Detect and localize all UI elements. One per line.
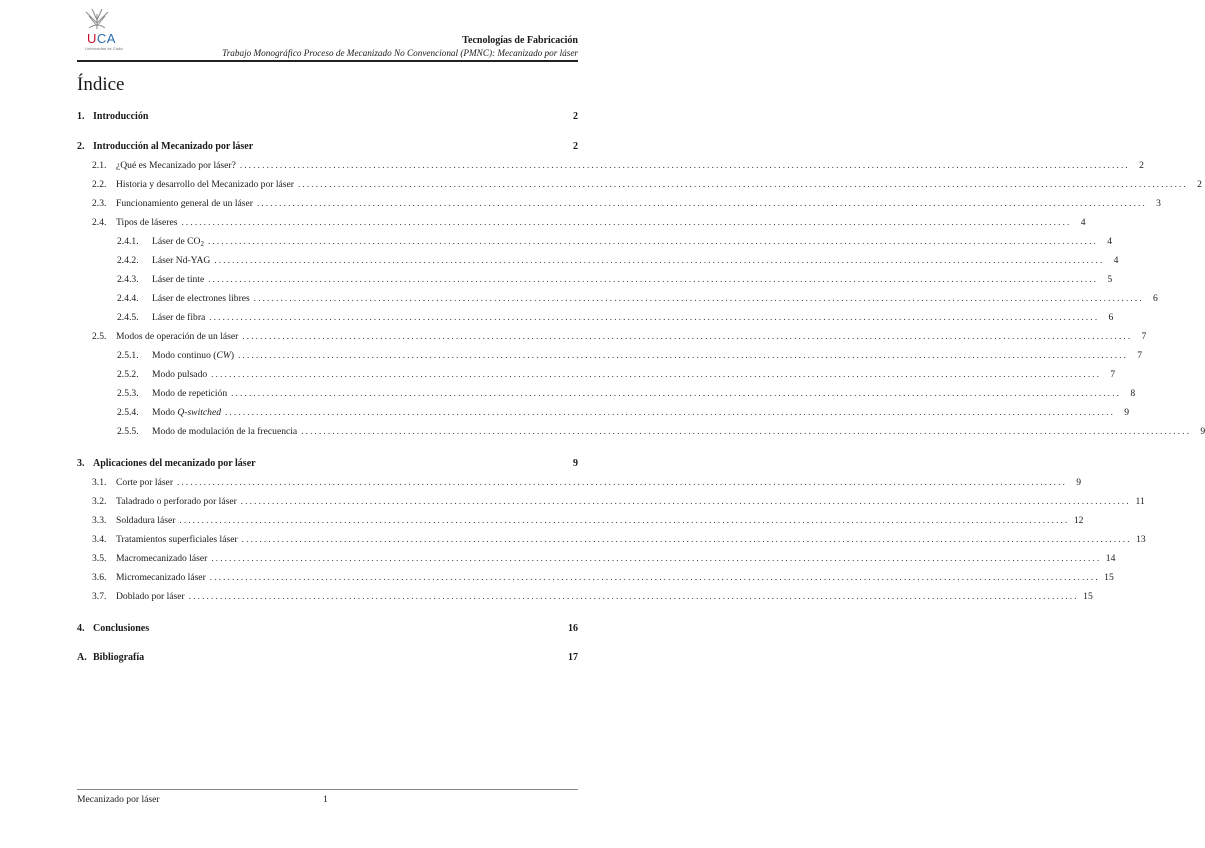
- toc-entry-page: 15: [1104, 572, 1114, 583]
- toc-entry-page: 9: [1124, 407, 1130, 418]
- toc-entry-page: 9: [573, 458, 578, 469]
- toc-entry-page: 14: [1105, 553, 1116, 564]
- toc-entry-number: 2.4.2.: [117, 255, 139, 266]
- toc-entry-number: 2.5.3.: [117, 388, 139, 399]
- footer-page-number: 1: [323, 794, 328, 805]
- toc-entry-2[interactable]: [77, 141, 578, 155]
- toc-entry-title: Soldadura láser: [116, 515, 176, 526]
- dot-leader: ........................................................................................................................................................................................................: [211, 553, 1102, 563]
- toc-entry-title: Macromecanizado láser: [116, 553, 208, 564]
- toc-entry-page: 4: [1113, 255, 1119, 266]
- toc-entry-page: 11: [1135, 496, 1145, 507]
- toc-entry-page: 7: [1110, 369, 1116, 380]
- toc-entry-number: 3.4.: [92, 534, 107, 545]
- toc-entry-number: 2.5.: [92, 331, 107, 342]
- toc-entry-page: 3: [1156, 198, 1161, 209]
- toc-entry-page: 2: [573, 111, 578, 122]
- dot-leader: ........................................................................................................................................................................................................: [256, 198, 1147, 208]
- toc-entry-number: 2.4.4.: [117, 293, 139, 304]
- toc-entry-2-5-3[interactable]: [117, 388, 1136, 402]
- toc-entry-page: 9: [1076, 477, 1082, 488]
- toc-entry-number: 3.6.: [92, 572, 107, 583]
- toc-entry-number: 2.5.1.: [117, 350, 139, 361]
- toc-entry-2-4-3[interactable]: [117, 274, 1113, 288]
- footer-divider: [77, 789, 578, 790]
- toc-entry-2-5[interactable]: [92, 331, 1147, 345]
- toc-entry-number: A.: [77, 652, 87, 663]
- toc-entry-title: Modo pulsado: [152, 369, 208, 380]
- toc-entry-title: Introducción al Mecanizado por láser: [93, 141, 254, 152]
- toc-entry-3-7[interactable]: [92, 591, 1093, 605]
- toc-entry-title: Aplicaciones del mecanizado por láser: [93, 458, 256, 469]
- toc-entry-title: Modo continuo (CW): [152, 350, 235, 361]
- toc-entry-title: Modo Q-switched: [152, 407, 222, 418]
- toc-entry-number: 2.3.: [92, 198, 107, 209]
- toc-entry-page: 17: [568, 652, 578, 663]
- toc-entry-page: 2: [1139, 160, 1144, 171]
- toc-entry-title: Conclusiones: [93, 623, 150, 634]
- toc-entry-number: 3.5.: [92, 553, 107, 564]
- toc-entry-page: 7: [1141, 331, 1147, 342]
- page-title: Índice: [77, 74, 125, 95]
- dot-leader: ........................................................................................................................................................................................................: [209, 572, 1100, 582]
- toc-entry-title: Láser de $CO_2$: [152, 236, 204, 248]
- toc-entry-number: 3.2.: [92, 496, 107, 507]
- page-header: [77, 8, 578, 60]
- toc-entry-number: 3.7.: [92, 591, 107, 602]
- toc-entry-number: 2.4.3.: [117, 274, 139, 285]
- toc-entry-number: 2.4.5.: [117, 312, 139, 323]
- toc-entry-number: 4.: [77, 623, 85, 634]
- document-subtitle: Trabajo Monográfico Proceso de Mecanizado No Convencional (PMNC): Mecanizado por láser: [222, 48, 578, 58]
- dot-leader: ........................................................................................................................................................................................................: [177, 477, 1068, 487]
- toc-entry-page: 16: [568, 623, 578, 634]
- toc-entry-2-5-4[interactable]: [117, 407, 1130, 421]
- dot-leader: ........................................................................................................................................................................................................: [211, 369, 1102, 379]
- dot-leader: ........................................................................................................................................................................................................: [181, 217, 1072, 227]
- toc-entry-page: 4: [1107, 236, 1112, 247]
- toc-entry-3-2[interactable]: [92, 496, 1145, 510]
- toc-entry-2-5-2[interactable]: [117, 369, 1116, 383]
- course-title: Tecnologías de Fabricación: [462, 35, 578, 46]
- toc-entry-title: Funcionamiento general de un láser: [116, 198, 253, 209]
- dot-leader: ........................................................................................................................................................................................................: [188, 591, 1079, 601]
- toc-entry-number: 2.: [77, 141, 85, 152]
- toc-entry-2-4-2[interactable]: [117, 255, 1119, 269]
- toc-entry-number: 2.5.4.: [117, 407, 139, 418]
- dot-leader: ........................................................................................................................................................................................................: [214, 255, 1105, 265]
- dot-leader: ........................................................................................................................................................................................................: [207, 236, 1098, 246]
- toc-entry-page: 2: [1197, 179, 1202, 190]
- dot-leader: ........................................................................................................................................................................................................: [240, 496, 1131, 506]
- toc-entry-number: 2.5.2.: [117, 369, 139, 380]
- toc-entry-page: 13: [1136, 534, 1146, 545]
- dot-leader: ........................................................................................................................................................................................................: [209, 312, 1100, 322]
- toc-entry-page: 7: [1137, 350, 1143, 361]
- toc-entry-number: 3.1.: [92, 477, 107, 488]
- toc-entry-number: 2.4.: [92, 217, 107, 228]
- dot-leader: ........................................................................................................................................................................................................: [297, 179, 1188, 189]
- toc-entry-3-4[interactable]: [92, 534, 1146, 548]
- toc-entry-number: 2.1.: [92, 160, 107, 171]
- toc-entry-page: 12: [1073, 515, 1084, 526]
- toc-entry-title: Modo de repetición: [152, 388, 228, 399]
- toc-entry-1[interactable]: [77, 111, 578, 125]
- toc-entry-title: Tratamientos superficiales láser: [116, 534, 238, 545]
- toc-entry-number: 1.: [77, 111, 85, 122]
- logo-emblem-icon: [83, 8, 111, 30]
- toc-entry-title: Doblado por láser: [116, 591, 185, 602]
- toc-entry-2-2[interactable]: [92, 179, 1202, 193]
- toc-entry-3-3[interactable]: [92, 515, 1084, 529]
- toc-entry-title: Corte por láser: [116, 477, 174, 488]
- toc-entry-2-1[interactable]: [92, 160, 1144, 174]
- toc-entry-page: 8: [1130, 388, 1136, 399]
- toc-entry-3[interactable]: [77, 458, 578, 472]
- dot-leader: ........................................................................................................................................................................................................: [179, 515, 1070, 525]
- toc-entry-title: Historia y desarrollo del Mecanizado por láser: [116, 179, 294, 190]
- toc-entry-2-4-5[interactable]: [117, 312, 1114, 326]
- toc-entry-page: 2: [573, 141, 578, 152]
- dot-leader: ........................................................................................................................................................................................................: [242, 331, 1133, 341]
- dot-leader: ........................................................................................................................................................................................................: [225, 407, 1116, 417]
- toc-entry-page: 6: [1108, 312, 1114, 323]
- toc-entry-title: Taladrado o perforado por láser: [116, 496, 237, 507]
- toc-entry-number: 2.4.1.: [117, 236, 139, 247]
- toc-entry-number: 2.5.5.: [117, 426, 139, 437]
- toc-entry-title: Láser de fibra: [152, 312, 206, 323]
- university-logo: [77, 8, 133, 58]
- toc-entry-title: Láser de electrones libres: [152, 293, 250, 304]
- logo-subtitle: Universidad de Cádiz: [85, 46, 124, 51]
- toc-entry-title: Introducción: [93, 111, 149, 122]
- toc-entry-number: 3.3.: [92, 515, 107, 526]
- toc-entry-title: Tipos de láseres: [116, 217, 178, 228]
- dot-leader: ........................................................................................................................................................................................................: [231, 388, 1122, 398]
- toc-entry-title: Láser Nd-YAG: [152, 255, 211, 266]
- toc-entry-title: Láser de tinte: [152, 274, 205, 285]
- toc-entry-a[interactable]: [77, 652, 578, 666]
- toc-entry-page: 6: [1152, 293, 1158, 304]
- toc-entry-title: Modos de operación de un láser: [116, 331, 239, 342]
- toc-entry-2-5-5[interactable]: [117, 426, 1205, 440]
- toc-entry-3-1[interactable]: [92, 477, 1082, 491]
- toc-entry-title: Modo de modulación de la frecuencia: [152, 426, 298, 437]
- toc-entry-title: ¿Qué es Mecanizado por láser?: [116, 160, 236, 171]
- toc-entry-2-4-4[interactable]: [117, 293, 1158, 307]
- toc-entry-title: Micromecanizado láser: [116, 572, 206, 583]
- toc-entry-3-5[interactable]: [92, 553, 1116, 567]
- toc-entry-2-5-1[interactable]: [117, 350, 1143, 364]
- dot-leader: ........................................................................................................................................................................................................: [239, 160, 1130, 170]
- toc-entry-number: 3.: [77, 458, 85, 469]
- toc-entry-page: 15: [1083, 591, 1093, 602]
- footer-document-name: Mecanizado por láser: [77, 794, 160, 805]
- dot-leader: ........................................................................................................................................................................................................: [208, 274, 1099, 284]
- toc-entry-2-3[interactable]: [92, 198, 1161, 212]
- toc-entry-number: 2.2.: [92, 179, 107, 190]
- toc-entry-3-6[interactable]: [92, 572, 1114, 586]
- logo-text: UCA: [87, 31, 116, 46]
- dot-leader: ........................................................................................................................................................................................................: [241, 534, 1132, 544]
- dot-leader: ........................................................................................................................................................................................................: [238, 350, 1129, 360]
- toc-entry-4[interactable]: [77, 623, 578, 637]
- dot-leader: ........................................................................................................................................................................................................: [253, 293, 1144, 303]
- toc-entry-2-4-1[interactable]: [117, 236, 1112, 250]
- toc-entry-page: 4: [1080, 217, 1086, 228]
- toc-entry-title: Bibliografía: [93, 652, 145, 663]
- dot-leader: ........................................................................................................................................................................................................: [301, 426, 1192, 436]
- toc-entry-page: 5: [1107, 274, 1113, 285]
- toc-entry-page: 9: [1200, 426, 1205, 437]
- header-divider: [77, 60, 578, 62]
- toc-entry-2-4[interactable]: [92, 217, 1086, 231]
